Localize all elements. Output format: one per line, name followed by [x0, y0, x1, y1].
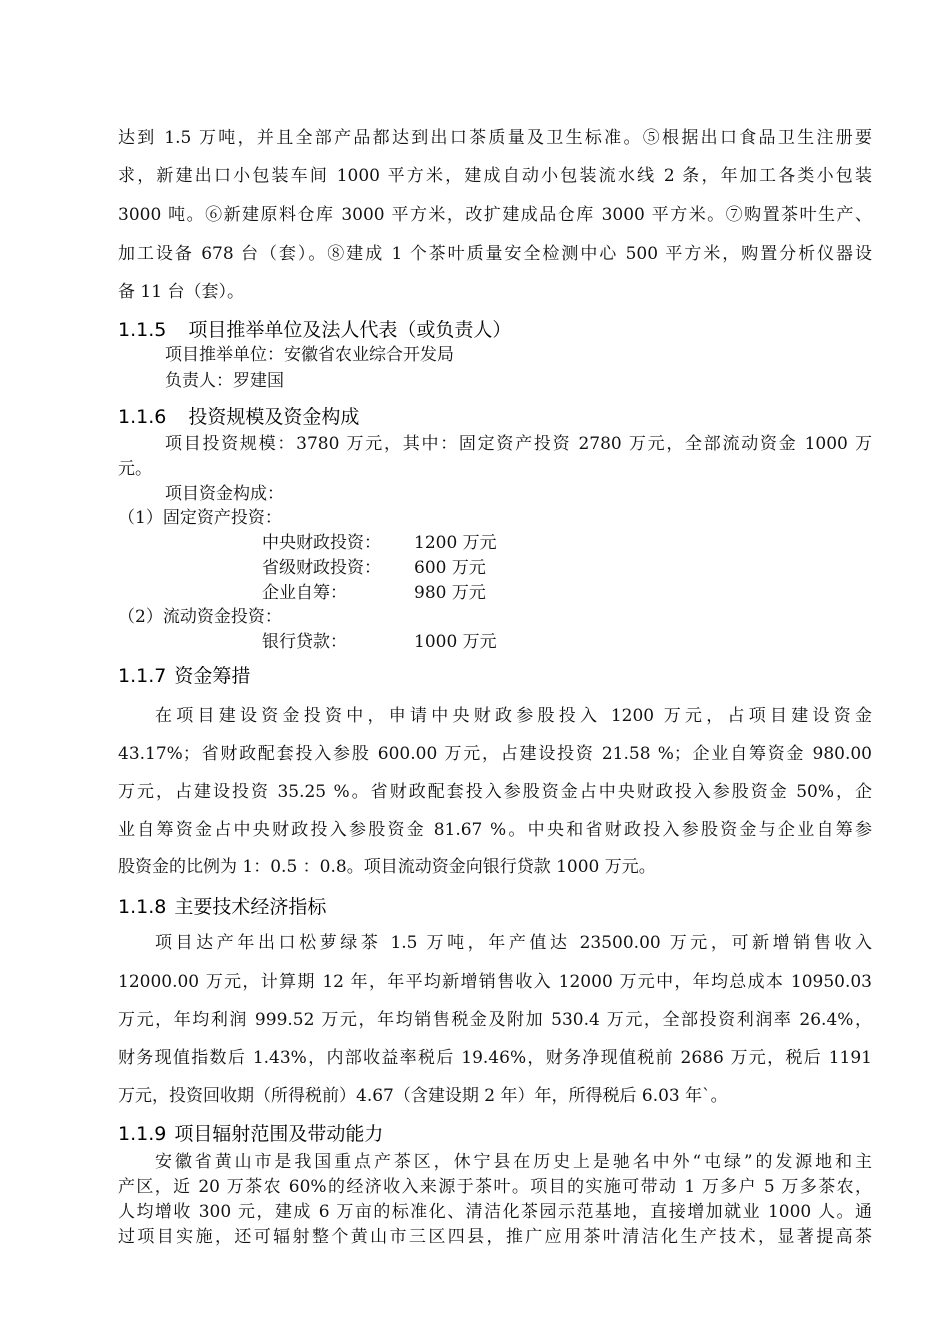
section-number: 1.1.7 [118, 665, 167, 687]
section-heading-118 [118, 895, 326, 919]
section-heading-116 [118, 405, 359, 429]
paragraph-line: 万元，年均利润 999.52 万元，年均销售税金及附加 530.4 万元，全部投资利润率 26.4%， [118, 1010, 872, 1030]
paragraph-line: 3000 吨。⑥新建原料仓库 3000 平方米，改扩建成品仓库 3000 平方米。⑦购置茶叶生产、 [118, 205, 872, 225]
paragraph-line: 在项目建设资金投资中，申请中央财政参股投入 1200 万元，占项目建设资金 [155, 706, 872, 726]
paragraph-line: 股资金的比例为 1：0.5 ：0.8。项目流动资金向银行贷款 1000 万元。 [118, 857, 656, 877]
paragraph-line: 达到 1.5 万吨，并且全部产品都达到出口茶质量及卫生标准。⑤根据出口食品卫生注册要 [118, 128, 872, 148]
responsible-person: 负责人：罗建国 [165, 371, 284, 391]
fund-item-label: 省级财政投资： [262, 558, 381, 578]
section-title: 投资规模及资金构成 [188, 406, 360, 428]
paragraph-line: 43.17%；省财政配套投入参股 600.00 万元，占建设投资 21.58 %；企业自筹资金 980.00 [118, 744, 872, 764]
paragraph-line: 人均增收 300 元，建成 6 万亩的标准化、清洁化茶园示范基地，直接增加就业 1000 人。通 [118, 1202, 872, 1222]
fund-item-label: 企业自筹： [262, 583, 347, 603]
fund-item-label: 银行贷款： [262, 632, 347, 652]
paragraph-line: 业自筹资金占中央财政投入参股资金 81.67 %。中央和省财政投入参股资金与企业自筹参 [118, 820, 872, 840]
section-heading-117 [118, 664, 250, 688]
investment-scale-line: 元。 [118, 459, 152, 479]
fixed-asset-label: （1）固定资产投资： [118, 508, 282, 528]
current-asset-label: （2）流动资金投资： [118, 607, 282, 627]
section-heading-115 [118, 318, 511, 342]
paragraph-line: 过项目实施，还可辐射整个黄山市三区四县，推广应用茶叶清洁化生产技术，显著提高茶 [118, 1227, 872, 1247]
section-heading-119 [118, 1122, 383, 1146]
section-title: 资金筹措 [174, 665, 251, 687]
paragraph-line: 万元，投资回收期（所得税前）4.67（含建设期 2 年）年，所得税后 6.03 年`。 [118, 1086, 728, 1106]
paragraph-line: 万元，占建设投资 35.25 %。省财政配套投入参股资金占中央财政投入参股资金 50%，企 [118, 782, 872, 802]
paragraph-line: 项目达产年出口松萝绿茶 1.5 万吨，年产值达 23500.00 万元，可新增销售收入 [155, 933, 872, 953]
section-number: 1.1.5 [118, 319, 167, 341]
paragraph-line: 12000.00 万元，计算期 12 年，年平均新增销售收入 12000 万元中，年均总成本 10950.03 [118, 972, 872, 992]
fund-item-value: 600 万元 [414, 558, 486, 578]
composition-label: 项目资金构成： [165, 484, 284, 504]
section-number: 1.1.9 [118, 1123, 167, 1145]
section-number: 1.1.6 [118, 406, 167, 428]
paragraph-line: 求，新建出口小包装车间 1000 平方米，建成自动小包装流水线 2 条，年加工各类小包装 [118, 166, 872, 186]
fund-item-value: 980 万元 [414, 583, 486, 603]
section-title: 项目辐射范围及带动能力 [174, 1123, 384, 1145]
section-title: 主要技术经济指标 [174, 896, 327, 918]
investment-scale-line: 项目投资规模：3780 万元，其中：固定资产投资 2780 万元，全部流动资金 1000 万 [165, 434, 872, 454]
paragraph-line: 加工设备 678 台（套）。⑧建成 1 个茶叶质量安全检测中心 500 平方米，购置分析仪器设 [118, 244, 872, 264]
paragraph-line: 备 11 台（套）。 [118, 282, 244, 302]
paragraph-line: 财务现值指数后 1.43%，内部收益率税后 19.46%，财务净现值税前 2686 万元，税后 1191 [118, 1048, 872, 1068]
paragraph-line: 安徽省黄山市是我国重点产茶区，休宁县在历史上是驰名中外“屯绿”的发源地和主 [155, 1152, 872, 1172]
recommending-unit: 项目推举单位：安徽省农业综合开发局 [165, 345, 454, 365]
fund-item-label: 中央财政投资： [262, 533, 381, 553]
section-number: 1.1.8 [118, 896, 167, 918]
section-title: 项目推举单位及法人代表（或负责人） [188, 319, 512, 341]
fund-item-value: 1200 万元 [414, 533, 497, 553]
paragraph-line: 产区，近 20 万茶农 60%的经济收入来源于茶叶。项目的实施可带动 1 万多户 5 万多茶农， [118, 1177, 872, 1197]
fund-item-value: 1000 万元 [414, 632, 497, 652]
